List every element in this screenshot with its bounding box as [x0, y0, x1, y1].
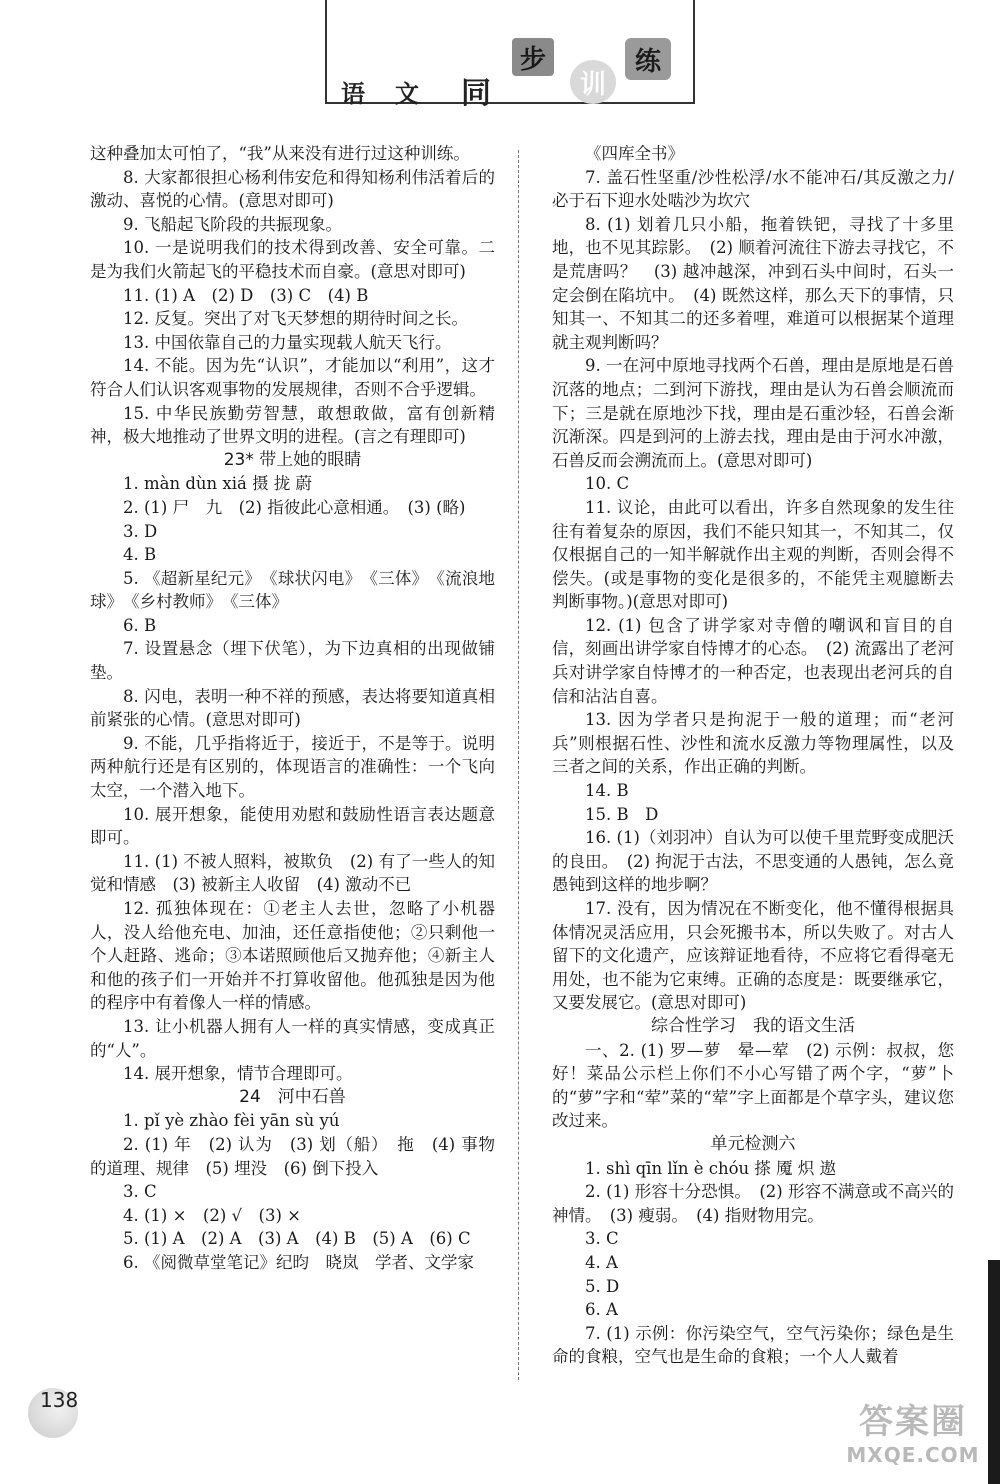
- left-answer-line: 1. pǐ yè zhào fèi yān sù yú: [123, 1111, 340, 1131]
- left-answer-line: 6. B: [123, 615, 157, 635]
- header-char-6: 练: [634, 46, 661, 77]
- right-answer-line: 12. (1) 包含了讲学家对寺僧的嘲讽和盲目的自信，刻画出讲学家自恃博才的心态。 (2) 流露出了老河兵对讲学家自恃博才的一种否定，也表现出老河兵的自信和沾沾自喜。: [552, 615, 954, 706]
- watermark-line2: MXQE.COM: [846, 1443, 980, 1467]
- left-answer-line: 4. (1) × (2) √ (3) ×: [123, 1205, 302, 1225]
- right-answer-line: 10. C: [585, 474, 630, 494]
- left-answer-line: 1. màn dùn xiá 摄 拢 蔚: [123, 474, 313, 494]
- right-section-heading: 单元检测六: [710, 1133, 796, 1154]
- left-answer-line: 8. 闪电，表明一种不祥的预感，表达将要知道真相前紧张的心情。(意思对即可): [90, 686, 495, 730]
- left-answer-line: 8. 大家都很担心杨利伟安危和得知杨利伟活着后的激动、喜悦的心情。(意思对即可): [90, 167, 495, 211]
- left-answer-line: 10. 一是说明我们的技术得到改善、安全可靠。二是为我们火箭起飞的平稳技术而自豪。(意思对即可): [90, 238, 495, 281]
- header-right-vertical-line: [693, 0, 695, 104]
- header-box-5: [570, 60, 616, 104]
- right-answer-line: 9. 一在河中原地寻找两个石兽，理由是原地是石兽沉落的地点；二到河下游找，理由是认为石兽会顺流而下；三是就在原地沙下找，理由是石重沙轻，石兽会渐沉渐深。四是到河的上游去找，理由是由于河水冲激，石兽反而会溯流而上。(意思对即可): [552, 356, 954, 470]
- right-answer-line: 《四库全书》: [585, 144, 684, 163]
- left-answer-line: 6. 《阅微草堂笔记》纪昀 晓岚 学者、文学家: [123, 1252, 474, 1272]
- left-answer-line: 10. 展开想象，能使用劝慰和鼓励性语言表达题意即可。: [90, 804, 495, 848]
- left-answer-line: 2. (1) 尸 九 (2) 指彼此心意相通。 (3) (略): [123, 497, 466, 517]
- right-answer-line: 17. 没有，因为情况在不断变化，他不懂得根据具体情况灵活应用，只会死搬书本，所以失败了。对古人留下的文化遗产，应该辩证地看待，不应将它看得毫无用处，也不能为它束缚。正确的态度是：既要继承它，又要发展它。(意思对即可): [552, 899, 954, 1013]
- right-section-heading: 综合性学习 我的语文生活: [651, 1015, 855, 1036]
- header-box-6: [625, 38, 671, 80]
- page-number: 138: [40, 1388, 79, 1412]
- watermark-logo: [838, 1402, 988, 1478]
- right-answer-line: 7. (1) 示例：你污染空气，空气污染你；绿色是生命的食粮，空气也是生命的食粮；一个人人戴着: [552, 1323, 954, 1367]
- page-header: [0, 0, 1000, 130]
- right-answer-line: 一、2. (1) 罗—萝 晕—荤 (2) 示例：叔叔，您好！菜品公示栏上你们不小心写错了两个字，“萝”卜的“萝”字和“荤”菜的“荤”字上面都是个草字头，建议您改过来。: [552, 1040, 954, 1131]
- right-answer-line: 5. D: [585, 1276, 620, 1296]
- left-section-heading: 24 河中石兽: [239, 1086, 346, 1107]
- right-answer-line: 6. A: [585, 1300, 618, 1320]
- left-answer-line: 14. 展开想象，情节合理即可。: [123, 1064, 353, 1084]
- header-bottom-line: [325, 102, 695, 104]
- header-char-1: 语: [341, 80, 365, 108]
- left-answer-line: 11. (1) A (2) D (3) C (4) B: [123, 285, 369, 305]
- left-answer-line: 3. C: [123, 1182, 157, 1202]
- left-answer-line: 11. (1) 不被人照料，被欺负 (2) 有了一些人的知觉和情感 (3) 被新主人收留 (4) 激动不已: [90, 851, 495, 895]
- right-answer-line: 7. 盖石性坚重/沙性松浮/水不能冲石/其反激之力/必于石下迎水处啮沙为坎穴: [552, 167, 954, 211]
- right-answer-line: 2. (1) 形容十分恐惧。 (2) 形容不满意或不高兴的神情。 (3) 瘦弱。 (4) 指财物用完。: [552, 1182, 954, 1225]
- right-column: [552, 142, 954, 1369]
- left-column: [90, 142, 495, 1275]
- left-answer-line: 13. 中国依靠自己的力量实现载人航天飞行。: [123, 332, 452, 352]
- header-char-5: 训: [579, 69, 606, 100]
- right-answer-line: 11. 议论，由此可以看出，许多自然现象的发生往往有着复杂的原因，我们不能只知其一，不知其二，仅仅根据自己的一知半解就作出主观的判断，否则会得不偿失。(或是事物的变化是很多的，不能凭主观臆断去判断事物。)(意思对即可): [552, 497, 954, 612]
- header-left-vertical-line: [325, 0, 327, 104]
- right-answer-line: 13. 因为学者只是拘泥于一般的道理；而“老河兵”则根据石性、沙性和流水反激力等物理属性，以及三者之间的关系，作出正确的判断。: [552, 710, 954, 777]
- header-box-4: [512, 38, 554, 76]
- header-char-3: 同: [461, 76, 491, 111]
- left-answer-line: 2. (1) 年 (2) 认为 (3) 划（船） 拖 (4) 事物的道理、规律 (5) 埋没 (6) 倒下投入: [90, 1134, 495, 1178]
- left-answer-line: 12. 反复。突出了对飞天梦想的期待时间之长。: [123, 309, 468, 329]
- left-answer-line: 9. 飞船起飞阶段的共振现象。: [123, 214, 342, 234]
- right-answer-line: 16. (1)（刘羽冲）自认为可以使千里荒野变成肥沃的良田。 (2) 拘泥于古法，不思变通的人愚钝，怎么竟愚钝到这样的地步啊？: [552, 828, 954, 895]
- right-answer-line: 1. shì qīn lǐn è chóu 搽 魇 炽 遨: [585, 1158, 837, 1178]
- right-answer-line: 15. B D: [585, 804, 659, 824]
- left-answer-line: 12. 孤独体现在：①老主人去世，忽略了小机器人，没人给他充电、加油，还任意指使他；②只剩他一个人赶路、逃命；③本诺照顾他后又抛弃他；④新主人和他的孩子们一开始并不打算收留他。他孤独是因为他的程序中有着像人一样的情感。: [90, 899, 495, 1013]
- right-answer-line: 14. B: [585, 781, 629, 801]
- left-answer-line: 5. 《超新星纪元》 《球状闪电》 《三体》 《流浪地球》 《乡村教师》 《三体》: [90, 568, 495, 612]
- header-char-2: 文: [395, 80, 419, 108]
- right-answer-line: 8. (1) 划着几只小船，拖着铁钯，寻找了十多里地，也不见其踪影。 (2) 顺着河流往下游去寻找它，不是荒唐吗？ (3) 越冲越深，冲到石头中间时，石头一定会倒在陷坑中。 (4) 既然这样，那么天下的事情，只知其一、不知其二的还多着哩，难道可以根据某个道理就主观判断吗？: [552, 214, 954, 352]
- left-answer-line: 4. B: [123, 545, 157, 565]
- right-edge-bar: [988, 1260, 1000, 1484]
- left-answer-line: 13. 让小机器人拥有人一样的真实情感，变成真正的“人”。: [90, 1016, 495, 1060]
- left-answer-line: 3. D: [123, 521, 158, 541]
- left-answer-line: 9. 不能，几乎指将近于，接近于，不是等于。说明两种航行还是有区别的，体现语言的准确性：一个飞向太空，一个潜入地下。: [90, 733, 495, 801]
- watermark-line1: 答案圈: [859, 1402, 967, 1442]
- header-char-4: 步: [519, 44, 546, 75]
- left-answer-line: 7. 设置悬念（埋下伏笔），为下边真相的出现做铺垫。: [90, 639, 495, 683]
- left-answer-line: 这种叠加太可怕了，“我”从来没有进行过这种训练。: [90, 144, 470, 163]
- column-divider: [518, 150, 519, 1380]
- right-answer-line: 3. C: [585, 1229, 619, 1249]
- left-answer-line: 5. (1) A (2) A (3) A (4) B (5) A (6) C: [123, 1229, 471, 1249]
- left-answer-line: 14. 不能。因为先“认识”，才能加以“利用”，这才符合人们认识客观事物的发展规律，否则不合乎逻辑。: [90, 356, 495, 399]
- right-answer-line: 4. A: [585, 1252, 618, 1272]
- left-answer-line: 15. 中华民族勤劳智慧，敢想敢做，富有创新精神，极大地推动了世界文明的进程。(言之有理即可): [90, 403, 495, 447]
- left-section-heading: 23* 带上她的眼睛: [223, 449, 362, 470]
